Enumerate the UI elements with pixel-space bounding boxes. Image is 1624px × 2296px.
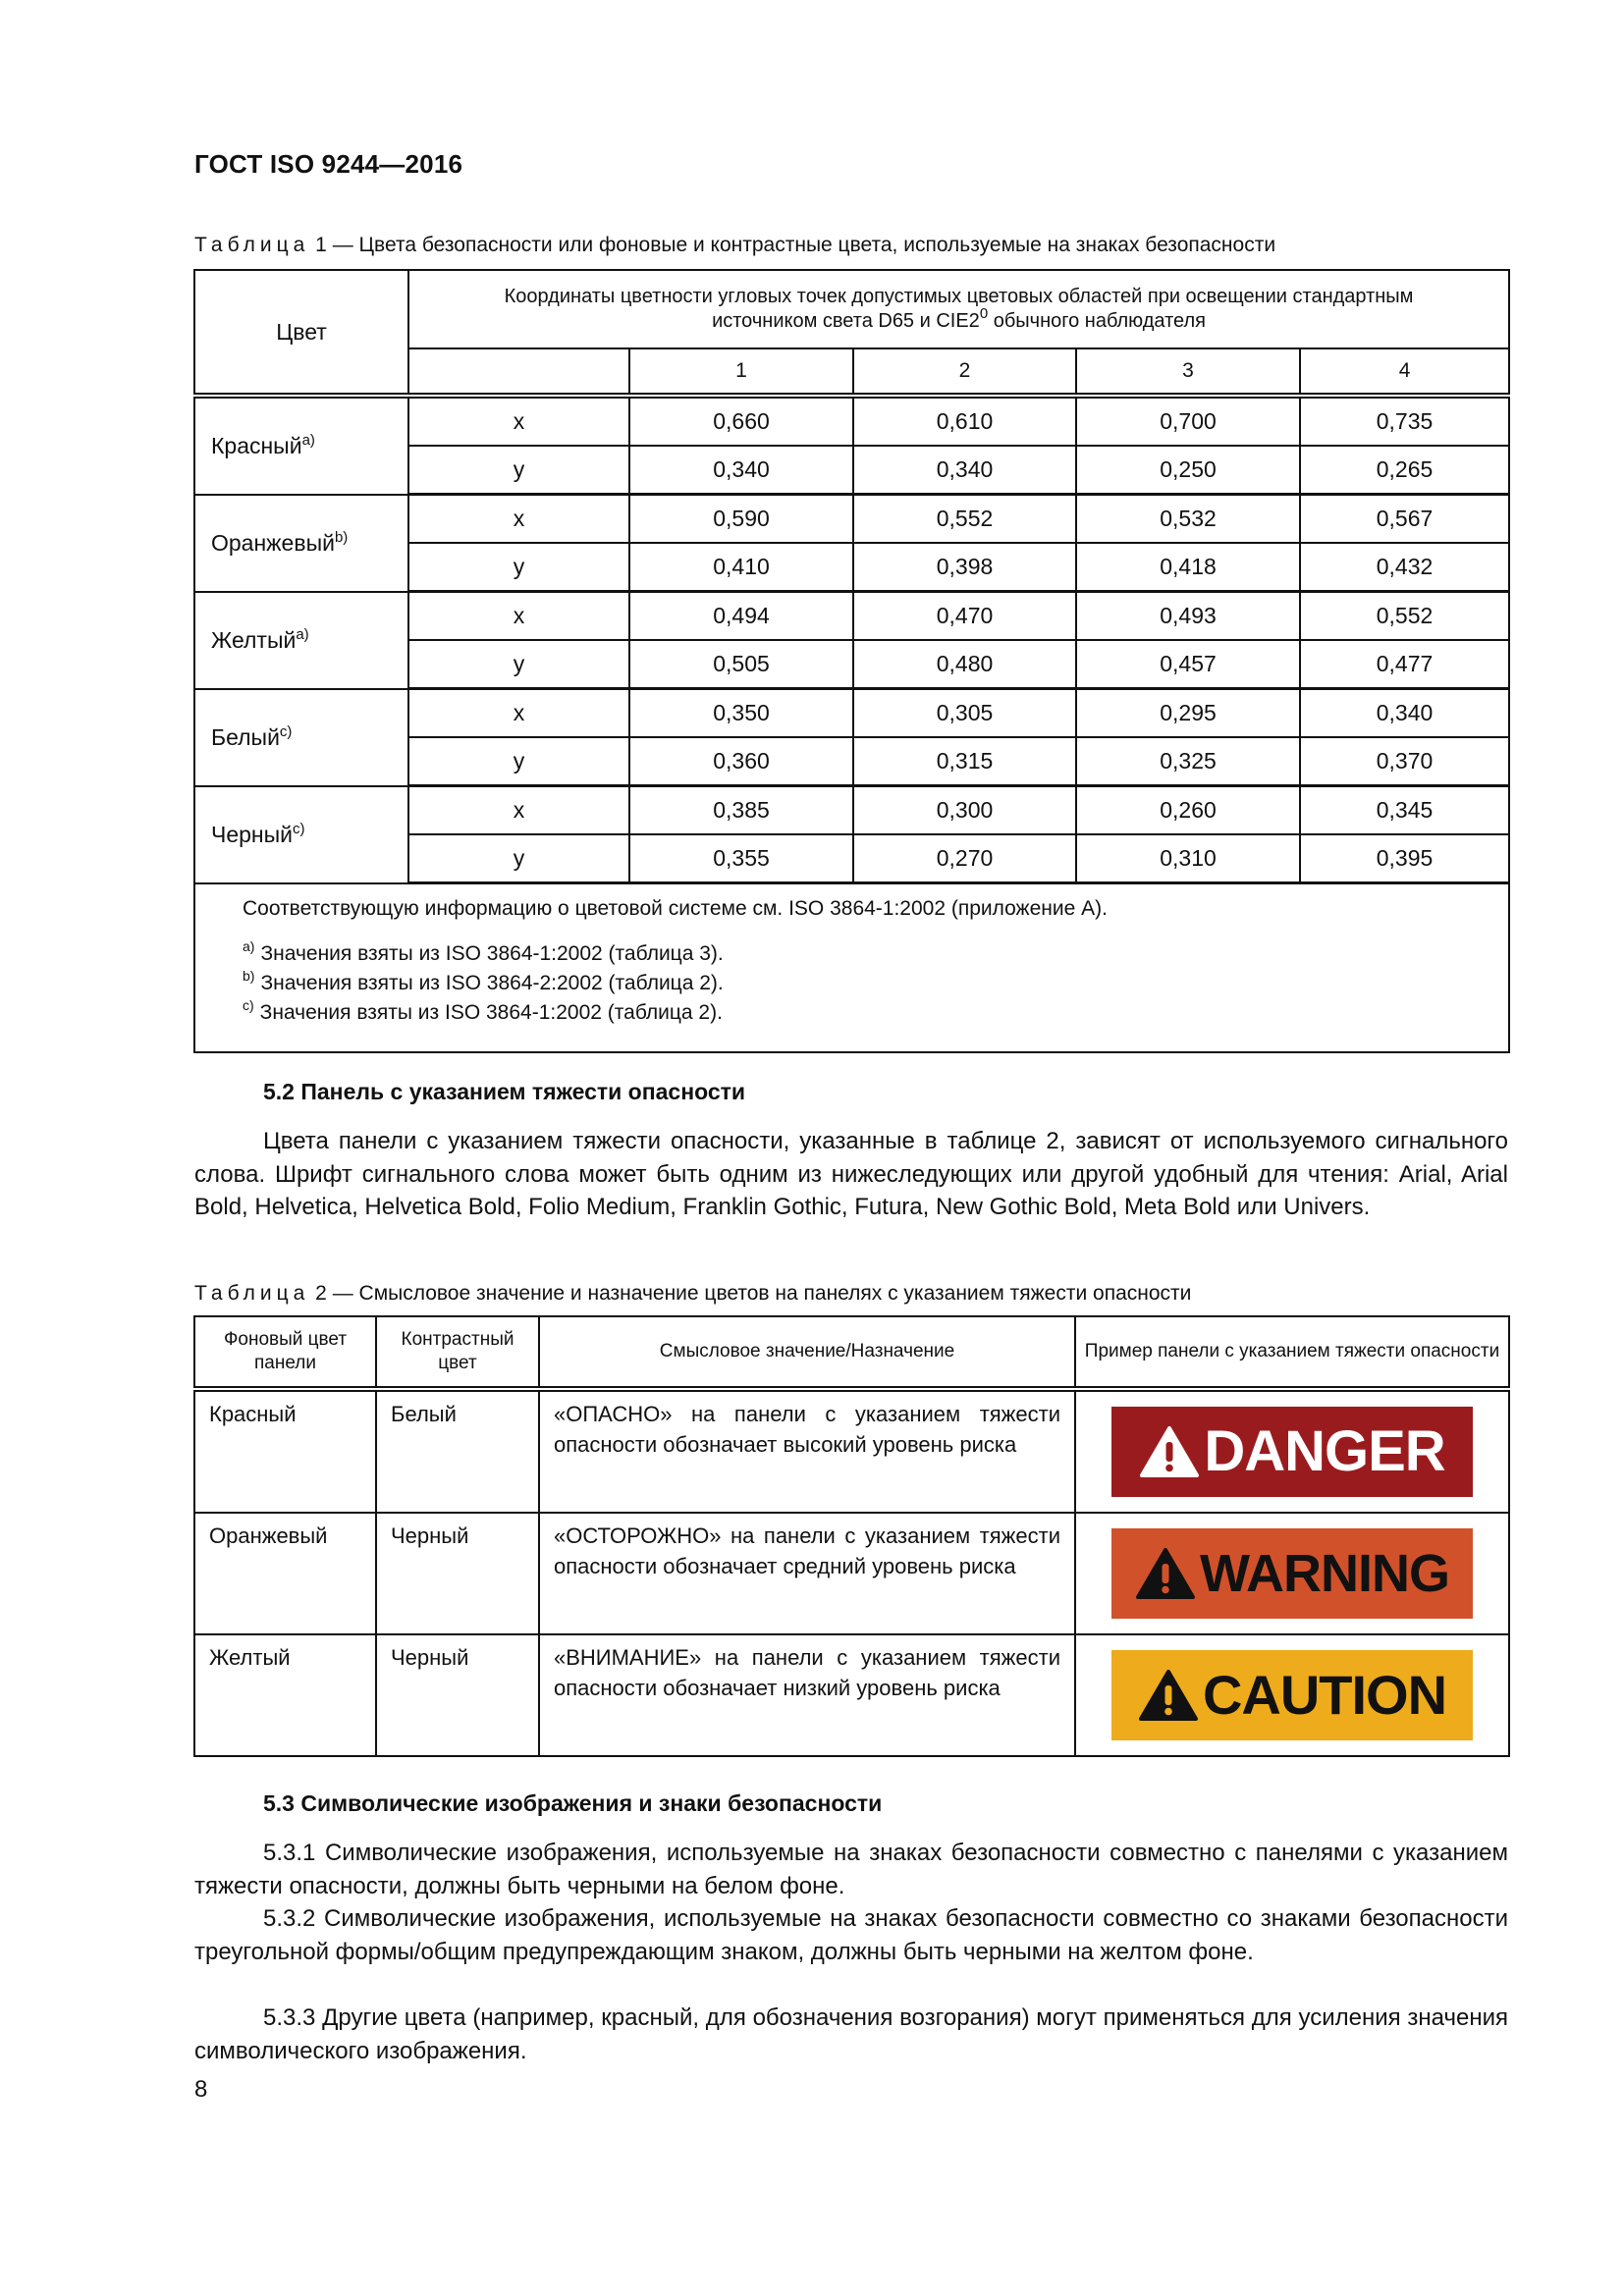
warning-triangle-icon — [1139, 1425, 1200, 1478]
footnote-b: $^{b)}$ Значения взяты из ISO 3864-2:2002 (таблица 2). — [243, 968, 724, 994]
column-header-coordinates: Координаты цветности угловых точек допустимых цветовых областей при освещении стандартным источником света D65 и $CIE2^0$ обычного наблюдателя — [408, 270, 1509, 348]
color-name-cell: Желтый$^{a)}$ — [194, 592, 408, 689]
footnote-c: $^{c)}$ Значения взяты из ISO 3864-1:2002 (таблица 2). — [243, 997, 723, 1024]
column-header-point-4: 4 — [1300, 348, 1509, 396]
paragraph-5-3-1: 5.3.1 Символические изображения, используемые на знаках безопасности совместно с панелями с указанием тяжести опасности, должны быть черными на белом фоне. — [194, 1840, 1508, 1899]
warning-triangle-icon — [1138, 1669, 1199, 1722]
column-header-example: Пример панели с указанием тяжести опасности — [1075, 1316, 1509, 1389]
table-row: Оранжевый$^{b)}$ x 0,590 0,552 0,532 0,567 — [194, 495, 1509, 544]
panel-word: WARNING — [1200, 1543, 1449, 1603]
footnote-a: $^{a)}$ Значения взяты из ISO 3864-1:2002 (таблица 3). — [243, 938, 724, 965]
table-row: Красный$^{a)}$ x 0,660 0,610 0,700 0,735 — [194, 396, 1509, 446]
table1-caption — [194, 234, 1275, 257]
table-note: Соответствующую информацию о цветовой системе см. ISO 3864-1:2002 (приложение А). — [243, 897, 1108, 920]
color-name-cell: Черный$^{c)}$ — [194, 786, 408, 883]
column-header-color: Цвет — [194, 270, 408, 396]
table2-caption: Таблица 2 — Смысловое значение и назначение цветов на панелях с указанием тяжести опасности — [194, 1282, 1192, 1305]
column-header-point-1: 1 — [629, 348, 853, 396]
caution-panel — [1111, 1650, 1473, 1740]
table-row: y 0,410 0,398 0,418 0,432 — [194, 543, 1509, 592]
section-5-2-heading: 5.2 Панель с указанием тяжести опасности — [263, 1079, 746, 1104]
table-notes — [194, 883, 1509, 1053]
table1-caption-prefix: Таблица — [194, 234, 310, 256]
color-name-cell: Белый$^{c)}$ — [194, 689, 408, 786]
table-row: Оранжевый Черный «ОСТОРОЖНО» на панели с указанием тяжести опасности обозначает средний уровень риска WARNING — [194, 1513, 1509, 1634]
column-header-contrast: Контрастный цвет — [376, 1316, 539, 1389]
warning-triangle-icon — [1135, 1547, 1196, 1600]
page-number: 8 — [194, 2076, 208, 2103]
column-header-point-3: 3 — [1076, 348, 1300, 396]
section-5-3-heading: 5.3 Символические изображения и знаки безопасности — [263, 1790, 883, 1816]
table-row: Белый$^{c)}$ x 0,350 0,305 0,295 0,340 — [194, 689, 1509, 738]
color-name-cell: Красный$^{a)}$ — [194, 396, 408, 495]
column-header-background: Фоновый цвет панели — [194, 1316, 376, 1389]
table-row: y 0,340 0,340 0,250 0,265 — [194, 446, 1509, 495]
table-row: y 0,355 0,270 0,310 0,395 — [194, 834, 1509, 883]
column-header-meaning: Смысловое значение/Назначение — [539, 1316, 1075, 1389]
table-row: Желтый$^{a)}$ x 0,494 0,470 0,493 0,552 — [194, 592, 1509, 641]
color-coordinates-table — [193, 269, 1510, 1053]
color-name-cell: Оранжевый$^{b)}$ — [194, 495, 408, 592]
warning-panel — [1111, 1528, 1473, 1619]
table-row: Черный$^{c)}$ x 0,385 0,300 0,260 0,345 — [194, 786, 1509, 835]
paragraph-5-3-2: 5.3.2 Символические изображения, используемые на знаках безопасности совместно со знаками безопасности треугольной формы/общим предупреждающим знаком, должны быть черными на желтом фоне. — [194, 1905, 1508, 1965]
signal-panel-table — [193, 1315, 1510, 1757]
column-header-point-2: 2 — [853, 348, 1076, 396]
table-row: Красный Белый «ОПАСНО» на панели с указанием тяжести опасности обозначает высокий уровень риска DANGER — [194, 1389, 1509, 1513]
table-row: y 0,505 0,480 0,457 0,477 — [194, 640, 1509, 689]
panel-word: DANGER — [1204, 1418, 1445, 1483]
panel-word: CAUTION — [1202, 1663, 1447, 1726]
table-row: Желтый Черный «ВНИМАНИЕ» на панели с указанием тяжести опасности обозначает низкий уровень риска CAUTION — [194, 1634, 1509, 1756]
document-title: ГОСТ ISO 9244—2016 — [194, 149, 463, 179]
table1-caption-text: 1 — Цвета безопасности или фоновые и контрастные цвета, используемые на знаках безопасности — [309, 234, 1276, 256]
column-header-axis — [408, 348, 629, 396]
table-row: y 0,360 0,315 0,325 0,370 — [194, 737, 1509, 786]
danger-panel — [1111, 1407, 1473, 1497]
section-5-2-paragraph: Цвета панели с указанием тяжести опасности, указанные в таблице 2, зависят от используемого сигнального слова. Шрифт сигнального слова может быть одним из нижеследующих или другой удобный для чтения: Arial, Arial Bold, Helvetica, Helvetica Bold, Folio Medium, Franklin Gothic, Futura, New Gothic Bold, Meta Bold или Univers. — [194, 1128, 1508, 1220]
paragraph-5-3-3: 5.3.3 Другие цвета (например, красный, для обозначения возгорания) могут применяться для усиления значения символического изображения. — [194, 2004, 1508, 2064]
